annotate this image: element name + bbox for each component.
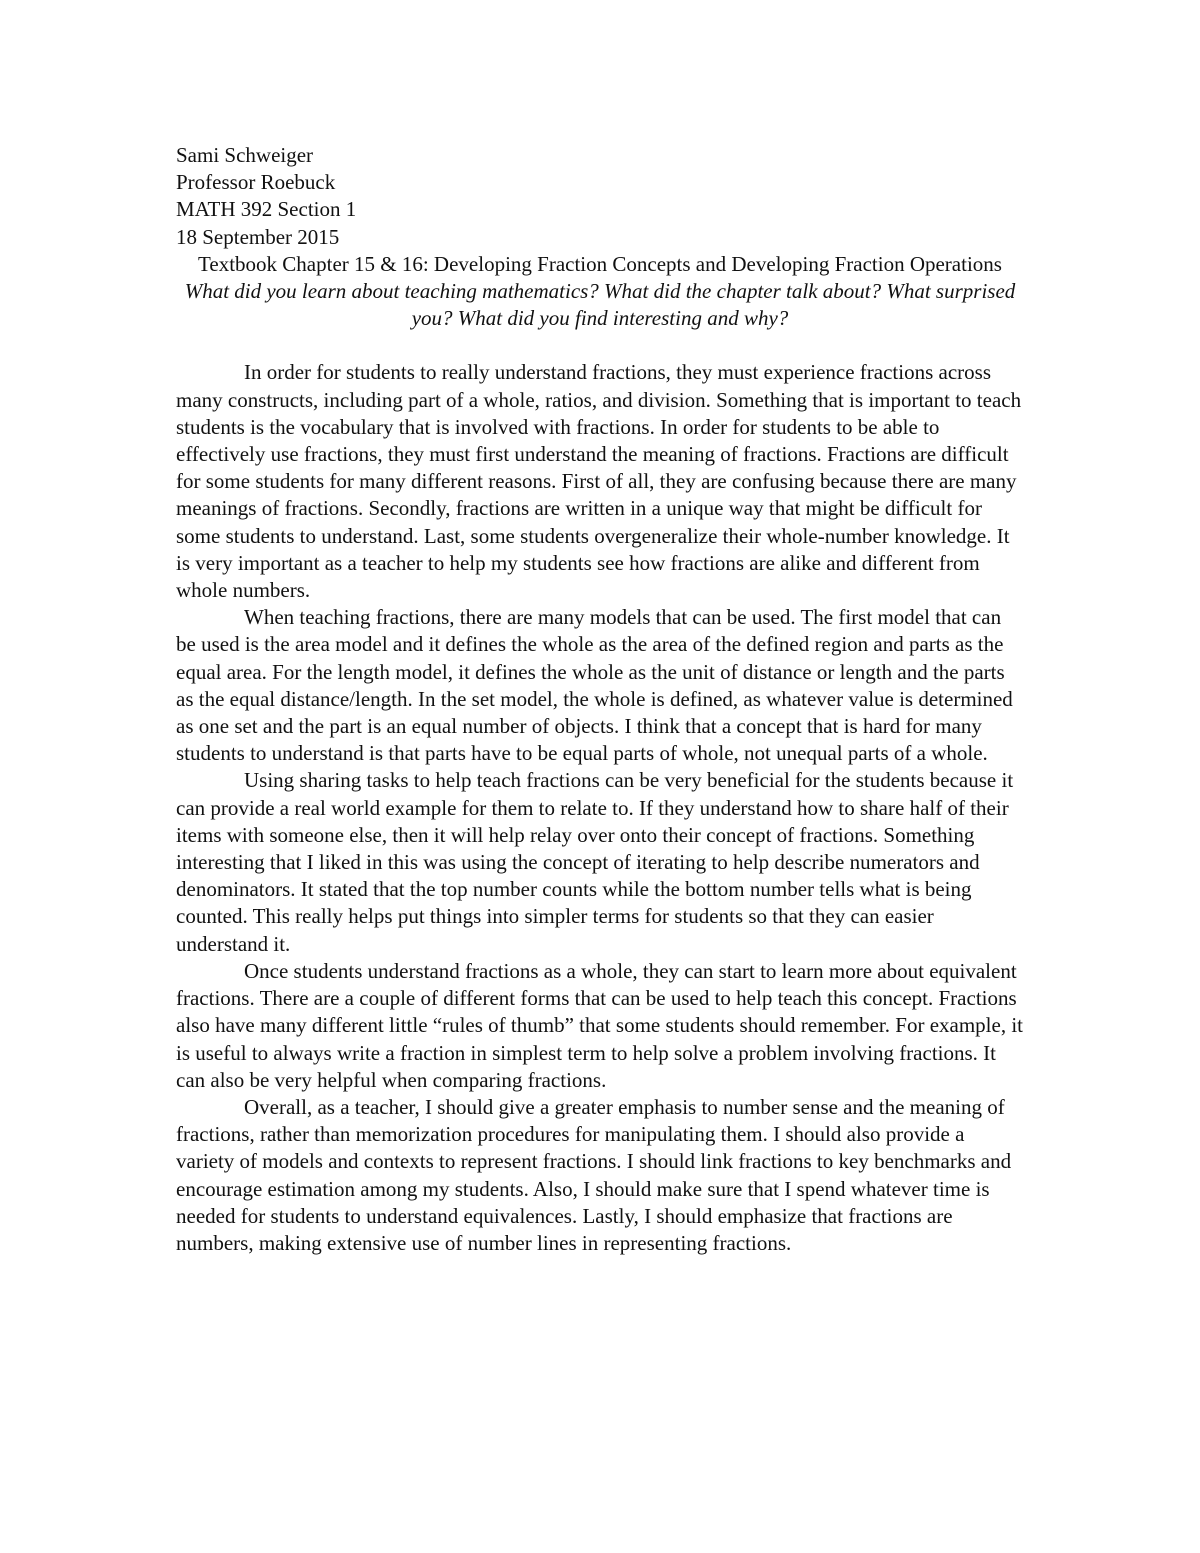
professor-name: Professor Roebuck (176, 170, 336, 195)
body-paragraph: Using sharing tasks to help teach fractions can be very beneficial for the students because it can provide a real world example for them to relate to. If they understand how to share half of their items with someone else, then it will help relay over onto their concept of fractions. Something interesting that I liked in this was using the concept of iterating to help describe numerators and denominators. It stated that the top number counts while the bottom number tells what is being counted. This really helps put things into simpler terms for students so that they can easier understand it. (176, 768, 1014, 956)
course-name: MATH 392 Section 1 (176, 197, 357, 222)
document-date: 18 September 2015 (176, 224, 340, 249)
body-paragraph: In order for students to really understand fractions, they must experience fractions across many constructs, including part of a whole, ratios, and division. Something that is important to teach students is the vocabulary that is involved with fractions. In order for students to be able to effectively use fractions, they must first understand the meaning of fractions. Fractions are difficult for some students for many different reasons. First of all, they are confusing because there are many meanings of fractions. Secondly, fractions are written in a unique way that might be difficult for some students to understand. Last, some students overgeneralize their whole-number knowledge. It is very important as a teacher to help my students see how fractions are alike and different from whole numbers. (176, 360, 1022, 603)
body-paragraph: Overall, as a teacher, I should give a greater emphasis to number sense and the meaning of fractions, rather than memorization procedures for manipulating them. I should also provide a variety of models and contexts to represent fractions. I should link fractions to key benchmarks and encourage estimation among my students. Also, I should make sure that I spend whatever time is needed for students to understand equivalences. Lastly, I should emphasize that fractions are numbers, making extensive use of number lines in representing fractions. (176, 1094, 1012, 1255)
body-paragraph: When teaching fractions, there are many models that can be used. The first model that can be used is the area model and it defines the whole as the area of the defined region and parts as the equal area. For the length model, it defines the whole as the unit of distance or length and the parts as the equal distance/length. In the set model, the whole is defined, as whatever value is determined as one set and the part is an equal number of objects. I think that a concept that is hard for many students to understand is that parts have to be equal parts of whole, not unequal parts of a whole. (176, 605, 1013, 766)
assignment-prompt: What did you learn about teaching mathematics? What did the chapter talk about? What surprised you? What did you find interesting and why? (184, 279, 1016, 331)
document-page (176, 142, 1024, 1257)
body-paragraph: Once students understand fractions as a whole, they can start to learn more about equivalent fractions. There are a couple of different forms that can be used to help teach this concept. Fractions also have many different little “rules of thumb” that some students should remember. For example, it is useful to always write a fraction in simplest term to help solve a problem involving fractions. It can also be very helpful when comparing fractions. (176, 958, 1023, 1092)
author-name: Sami Schweiger (176, 143, 314, 167)
document-title: Textbook Chapter 15 & 16: Developing Fraction Concepts and Developing Fraction Operations (198, 251, 1002, 276)
